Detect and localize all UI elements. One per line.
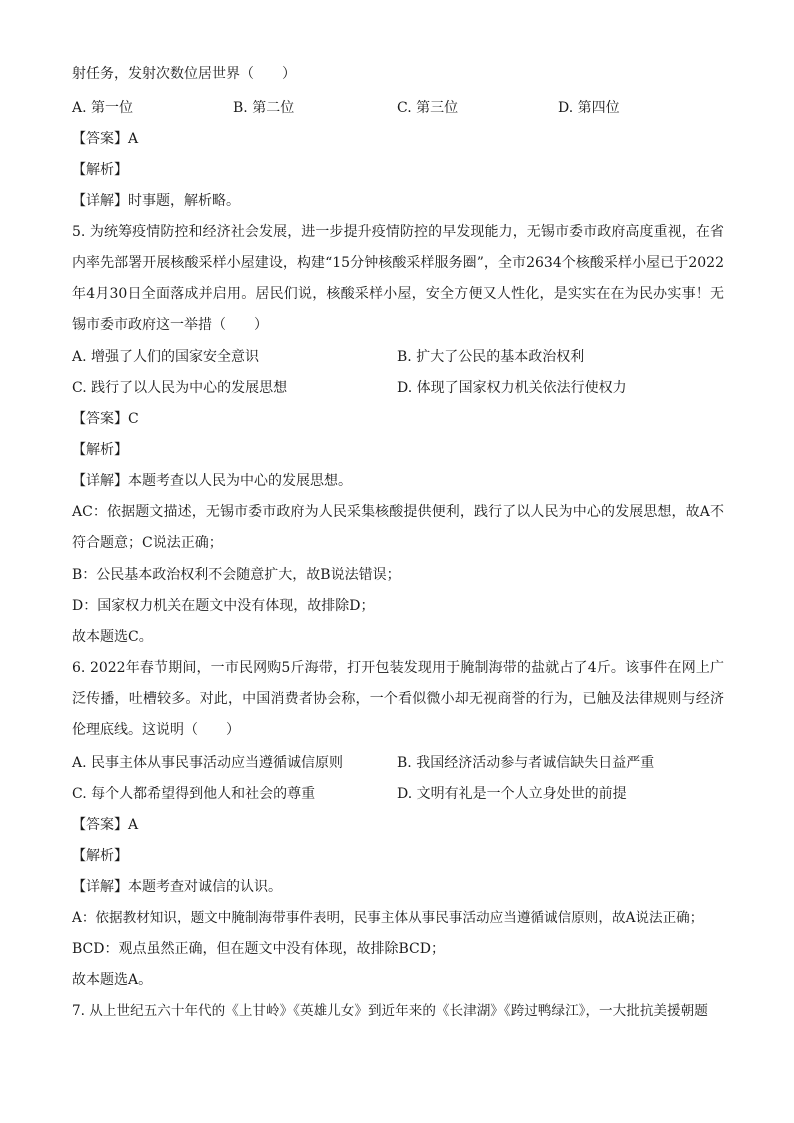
q5-explain-b: B：公民基本政治权利不会随意扩大，故B说法错误； <box>72 567 401 583</box>
q5-option-b: B. 扩大了公民的基本政治权利 <box>397 349 585 365</box>
q4-option-c: C. 第三位 <box>397 100 459 116</box>
q6-conclusion: 故本题选A。 <box>72 972 153 988</box>
q6-option-c: C. 每个人都希望得到他人和社会的尊重 <box>72 786 316 802</box>
q6-option-d: D. 文明有礼是一个人立身处世的前提 <box>397 786 627 802</box>
q5-explain-ac: AC：依据题文描述，无锡市委市政府为人民采集核酸提供便利，践行了以人民为中心的发展思想，故A不符合题意；C说法正确； <box>72 504 724 551</box>
q5-stem: 5. 为统筹疫情防控和经济社会发展，进一步提升疫情防控的早发现能力，无锡市委市政府高度重视，在省内率先部署开展核酸采样小屋建设，构建“15分钟核酸采样服务圈”，全市2634个核酸采样小屋已于2022年4月30日全面落成并启用。居民们说，核酸采样小屋，安全方便又人性化，是实实在在为民办实事！无锡市委市政府这一举措（ ） <box>72 224 724 333</box>
q5-option-a: A. 增强了人们的国家安全意识 <box>72 349 260 365</box>
q4-option-b: B. 第二位 <box>233 100 295 116</box>
q5-conclusion: 故本题选C。 <box>72 629 153 645</box>
q6-option-b: B. 我国经济活动参与者诚信缺失日益严重 <box>397 755 655 771</box>
q7-stem-start: 7. 从上世纪五六十年代的《上甘岭》《英雄儿女》到近年来的《长津湖》《跨过鸭绿江》，一大批抗美援朝题 <box>72 1003 708 1019</box>
q6-option-a: A. 民事主体从事民事活动应当遵循诚信原则 <box>72 755 344 771</box>
q5-detail: 【详解】本题考查以人民为中心的发展思想。 <box>72 473 352 489</box>
q5-answer: 【答案】C <box>72 411 139 427</box>
q4-answer: 【答案】A <box>72 131 139 147</box>
q4-option-d: D. 第四位 <box>558 100 620 116</box>
q5-option-c: C. 践行了以人民为中心的发展思想 <box>72 380 288 396</box>
q5-analysis-label: 【解析】 <box>72 442 128 458</box>
q5-option-d: D. 体现了国家权力机关依法行使权力 <box>397 380 627 396</box>
q6-explain-bcd: BCD：观点虽然正确，但在题文中没有体现，故排除BCD； <box>72 941 445 957</box>
q6-answer: 【答案】A <box>72 817 139 833</box>
q6-stem: 6. 2022年春节期间，一市民网购5斤海带，打开包装发现用于腌制海带的盐就占了4斤。该事件在网上广泛传播，吐槽较多。对此，中国消费者协会称，一个看似微小却无视商誉的行为，已触及法律规则与经济伦理底线。这说明（ ） <box>72 660 724 738</box>
q5-explain-d: D：国家权力机关在题文中没有体现，故排除D； <box>72 598 375 614</box>
q4-detail: 【详解】时事题，解析略。 <box>72 193 240 209</box>
q6-explain-a: A：依据教材知识，题文中腌制海带事件表明，民事主体从事民事活动应当遵循诚信原则，故A说法正确； <box>72 910 704 926</box>
q4-option-a: A. 第一位 <box>72 100 134 116</box>
q4-analysis-label: 【解析】 <box>72 162 128 178</box>
q6-analysis-label: 【解析】 <box>72 848 128 864</box>
q6-detail: 【详解】本题考查对诚信的认识。 <box>72 879 282 895</box>
q4-stem-tail: 射任务，发射次数位居世界（ ） <box>72 66 296 82</box>
